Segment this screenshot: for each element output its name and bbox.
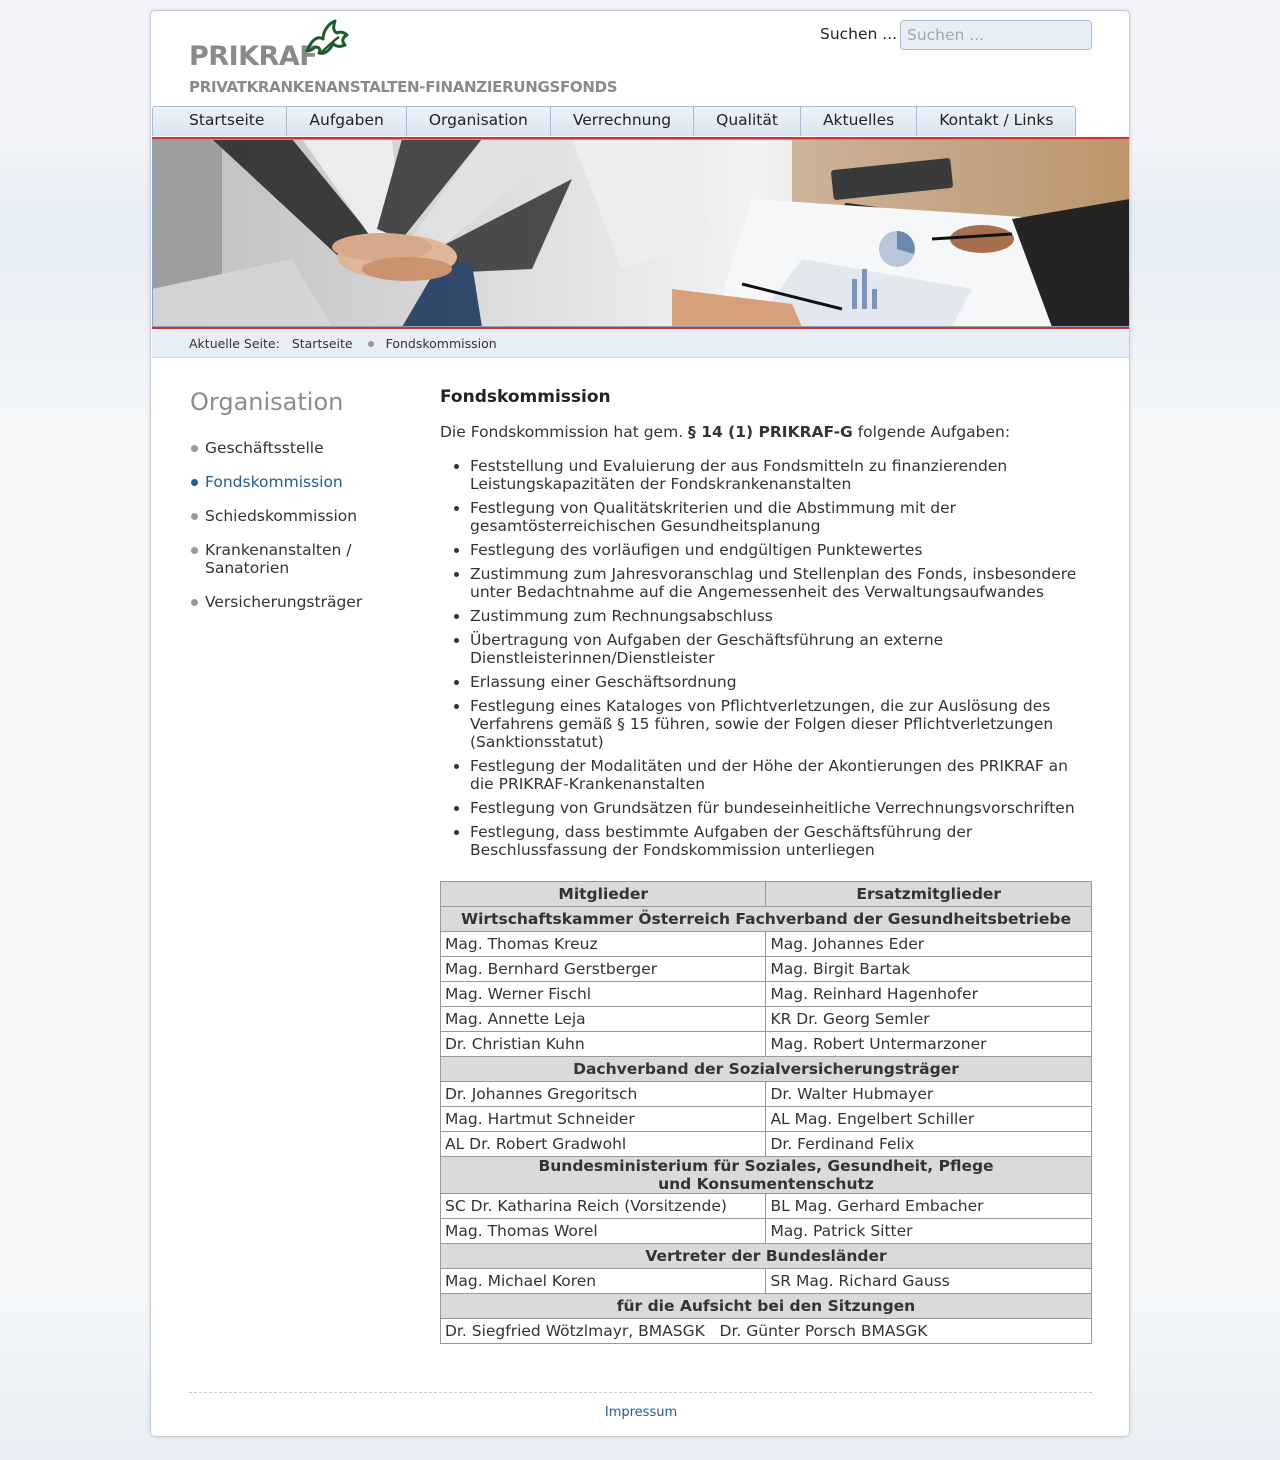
intro-text bbox=[440, 423, 1092, 441]
supervision-cell: Dr. Siegfried Wötzlmayr, BMASGK Dr. Günter Porsch BMASGK bbox=[441, 1319, 1092, 1344]
breadcrumb-item-current: Fondskommission bbox=[385, 336, 497, 351]
nav-item-qualitaet[interactable]: Qualität bbox=[694, 107, 801, 136]
sidebar-title: Organisation bbox=[190, 388, 344, 416]
list-item: • Festlegung eines Kataloges von Pflichtverletzungen, die zur Auslösung des Verfahrens gemäß § 15 führen, sowie der Folgen dieser Pflichtverletzungen (Sanktionsstatut) bbox=[470, 697, 1092, 751]
search-input[interactable] bbox=[900, 20, 1092, 50]
table-row bbox=[441, 1032, 1092, 1057]
substitute-cell: BL Mag. Gerhard Embacher bbox=[766, 1194, 1092, 1219]
group-title: Dachverband der Sozialversicherungsträger bbox=[441, 1057, 1092, 1082]
nav-item-aufgaben[interactable]: Aufgaben bbox=[287, 107, 406, 136]
banner-frame bbox=[152, 139, 1130, 327]
breadcrumb-item-startseite[interactable]: Startseite bbox=[291, 336, 353, 351]
member-cell: Dr. Johannes Gregoritsch bbox=[441, 1082, 766, 1107]
substitute-cell: Mag. Reinhard Hagenhofer bbox=[766, 982, 1092, 1007]
impressum-link[interactable]: Impressum bbox=[604, 1405, 678, 1420]
group-title: Vertreter der Bundesländer bbox=[441, 1244, 1092, 1269]
list-item: • Zustimmung zum Rechnungsabschluss bbox=[470, 607, 1092, 625]
intro-after: folgende Aufgaben: bbox=[852, 423, 1011, 441]
substitute-cell: Dr. Ferdinand Felix bbox=[766, 1132, 1092, 1157]
substitute-cell: Mag. Patrick Sitter bbox=[766, 1219, 1092, 1244]
group-header-row bbox=[441, 1244, 1092, 1269]
leaf-logo-icon bbox=[301, 19, 351, 63]
member-cell: Mag. Michael Koren bbox=[441, 1269, 766, 1294]
substitute-cell: AL Mag. Engelbert Schiller bbox=[766, 1107, 1092, 1132]
bullet-separator-icon bbox=[368, 341, 374, 347]
sidebar-item-fondskommission[interactable]: Fondskommission bbox=[191, 473, 391, 491]
list-item: • Feststellung und Evaluierung der aus Fondsmitteln zu finanzierenden Leistungskapazitäten der Fondskrankenanstalten bbox=[470, 457, 1092, 493]
sidebar-item-versicherungstraeger[interactable]: Versicherungsträger bbox=[191, 593, 391, 611]
table-row bbox=[441, 957, 1092, 982]
logo[interactable] bbox=[189, 19, 629, 99]
nav-item-organisation[interactable]: Organisation bbox=[407, 107, 551, 136]
substitute-cell: Mag. Birgit Bartak bbox=[766, 957, 1092, 982]
group-header-row bbox=[441, 1157, 1092, 1194]
group-header-row bbox=[441, 1294, 1092, 1319]
group-title: Bundesministerium für Soziales, Gesundheit, Pflege und Konsumentenschutz bbox=[441, 1157, 1092, 1194]
search-label: Suchen ... bbox=[820, 25, 898, 43]
sidebar-item-krankenanstalten[interactable]: Krankenanstalten / Sanatorien bbox=[191, 541, 361, 577]
column-header-substitutes: Ersatzmitglieder bbox=[766, 882, 1092, 907]
intro-before: Die Fondskommission hat gem. bbox=[440, 423, 689, 441]
nav-item-startseite[interactable]: Startseite bbox=[153, 107, 287, 136]
table-row bbox=[441, 982, 1092, 1007]
logo-wordmark: PRIKRAF bbox=[189, 41, 318, 72]
column-header-members: Mitglieder bbox=[441, 882, 766, 907]
member-cell: Dr. Christian Kuhn bbox=[441, 1032, 766, 1057]
member-cell: Mag. Annette Leja bbox=[441, 1007, 766, 1032]
list-item: • Festlegung von Grundsätzen für bundeseinheitliche Verrechnungsvorschriften bbox=[470, 799, 1092, 817]
header-banner-image bbox=[152, 137, 1130, 329]
nav-item-verrechnung[interactable]: Verrechnung bbox=[551, 107, 694, 136]
group-header-row bbox=[441, 1057, 1092, 1082]
table-row bbox=[441, 1082, 1092, 1107]
table-row bbox=[441, 1319, 1092, 1344]
sidebar-item-schiedskommission[interactable]: Schiedskommission bbox=[191, 507, 391, 525]
member-cell: Mag. Hartmut Schneider bbox=[441, 1107, 766, 1132]
list-item: • Festlegung von Qualitätskriterien und die Abstimmung mit der gesamtösterreichischen Gesundheitsplanung bbox=[470, 499, 1092, 535]
footer-divider bbox=[189, 1392, 1092, 1393]
main-content bbox=[440, 387, 1092, 1344]
page-container bbox=[150, 10, 1130, 1437]
members-table bbox=[440, 881, 1092, 1344]
table-header-row bbox=[441, 882, 1092, 907]
logo-subtitle: PRIVATKRANKENANSTALTEN-FINANZIERUNGSFONDS bbox=[189, 78, 618, 96]
sidebar-menu bbox=[191, 439, 391, 627]
sidebar-item-geschaeftsstelle[interactable]: Geschäftsstelle bbox=[191, 439, 391, 457]
substitute-cell: SR Mag. Richard Gauss bbox=[766, 1269, 1092, 1294]
member-cell: Mag. Thomas Worel bbox=[441, 1219, 766, 1244]
table-row bbox=[441, 1107, 1092, 1132]
list-item: • Festlegung der Modalitäten und der Höhe der Akontierungen des PRIKRAF an die PRIKRAF-Krankenanstalten bbox=[470, 757, 1092, 793]
member-cell: Mag. Thomas Kreuz bbox=[441, 932, 766, 957]
substitute-cell: Mag. Johannes Eder bbox=[766, 932, 1092, 957]
table-row bbox=[441, 1007, 1092, 1032]
member-cell: AL Dr. Robert Gradwohl bbox=[441, 1132, 766, 1157]
group-title: für die Aufsicht bei den Sitzungen bbox=[441, 1294, 1092, 1319]
page-title: Fondskommission bbox=[440, 387, 611, 407]
table-row bbox=[441, 1132, 1092, 1157]
group-header-row bbox=[441, 907, 1092, 932]
list-item: • Festlegung des vorläufigen und endgültigen Punktewertes bbox=[470, 541, 1092, 559]
breadcrumb bbox=[152, 329, 1130, 358]
list-item: • Erlassung einer Geschäftsordnung bbox=[470, 673, 1092, 691]
member-cell: Mag. Bernhard Gerstberger bbox=[441, 957, 766, 982]
breadcrumb-label: Aktuelle Seite: bbox=[189, 336, 280, 351]
task-list bbox=[440, 457, 1092, 859]
nav-item-aktuelles[interactable]: Aktuelles bbox=[801, 107, 917, 136]
substitute-cell: Dr. Walter Hubmayer bbox=[766, 1082, 1092, 1107]
table-row bbox=[441, 1194, 1092, 1219]
list-item: • Übertragung von Aufgaben der Geschäftsführung an externe Dienstleisterinnen/Dienstleister bbox=[470, 631, 1092, 667]
nav-item-kontakt-links[interactable]: Kontakt / Links bbox=[939, 111, 1054, 129]
group-title: Wirtschaftskammer Österreich Fachverband der Gesundheitsbetriebe bbox=[441, 907, 1092, 932]
member-cell: SC Dr. Katharina Reich (Vorsitzende) bbox=[441, 1194, 766, 1219]
table-row bbox=[441, 932, 1092, 957]
list-item: • Festlegung, dass bestimmte Aufgaben der Geschäftsführung der Beschlussfassung der Fondskommission unterliegen bbox=[470, 823, 1092, 859]
member-cell: Mag. Werner Fischl bbox=[441, 982, 766, 1007]
list-item: • Zustimmung zum Jahresvoranschlag und Stellenplan des Fonds, insbesondere unter Bedachtnahme auf die Angemessenheit des Verwaltungsaufwandes bbox=[470, 565, 1092, 601]
main-nav bbox=[152, 106, 1076, 136]
intro-law-reference: § 14 (1) PRIKRAF-G bbox=[688, 423, 853, 441]
substitute-cell: KR Dr. Georg Semler bbox=[766, 1007, 1092, 1032]
table-row bbox=[441, 1269, 1092, 1294]
table-row bbox=[441, 1219, 1092, 1244]
substitute-cell: Mag. Robert Untermarzoner bbox=[766, 1032, 1092, 1057]
